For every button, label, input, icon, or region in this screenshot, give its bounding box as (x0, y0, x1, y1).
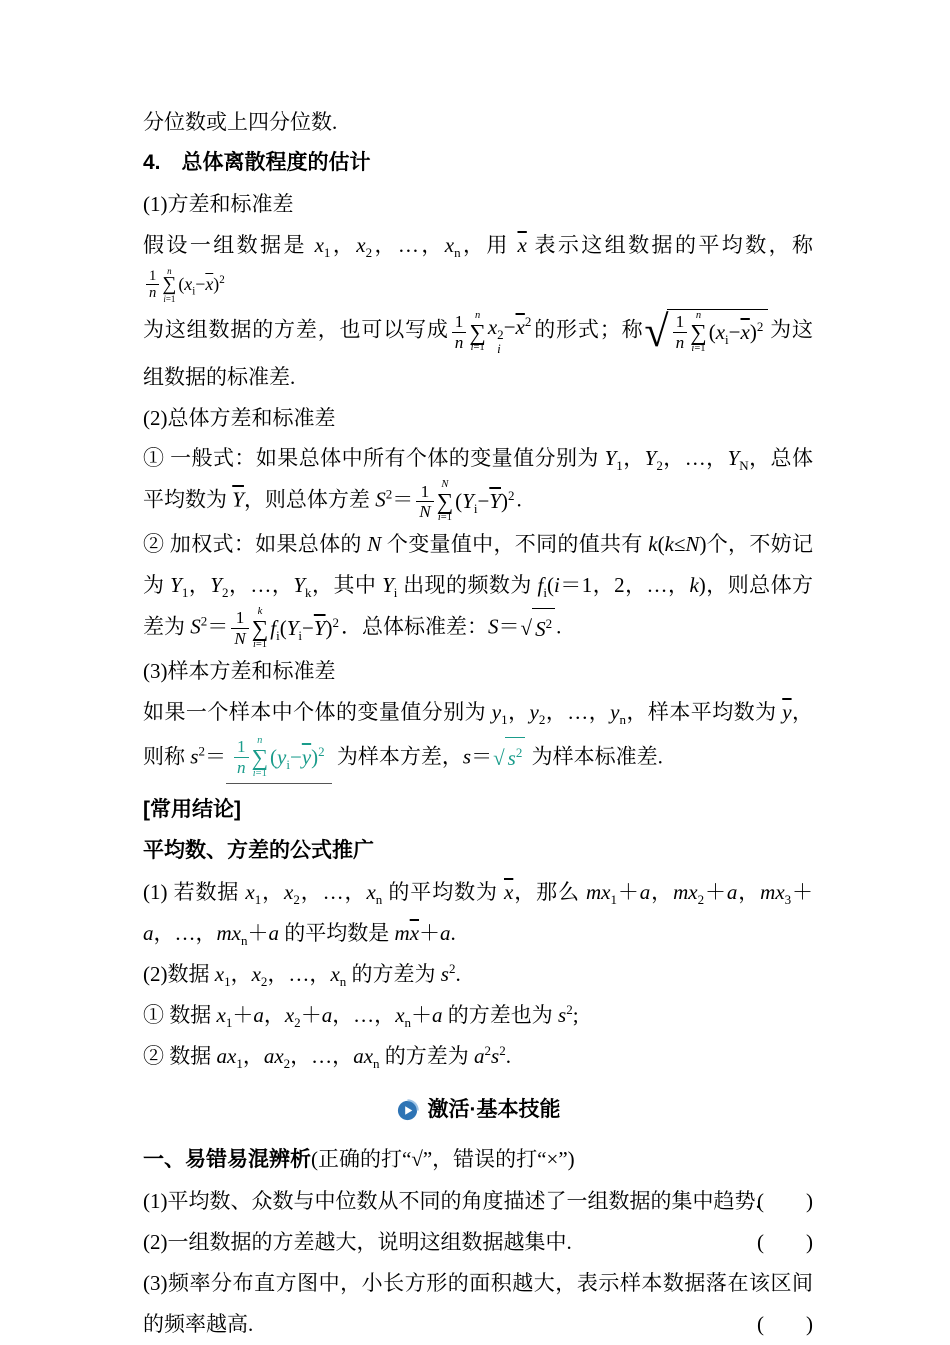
quiz-heading-bold: 一、易错易混辨析 (143, 1148, 311, 1172)
section-header-activate-skills (143, 1090, 813, 1131)
heading-section-4: 4. 总体离散程度的估计 (143, 150, 371, 174)
note-item-1: (1) 若数据 $x_1$，$x_2$，…，$x_n$ 的平均数为 $\overline{x}$，那么 $mx_1+a$，$mx_2+a$，$mx_3+a$，…，$mx_n+a$ 的平均数是 $m\overline{x}+a$. (143, 879, 814, 948)
quiz-heading (143, 1139, 813, 1181)
subheading-population-variance: (2)总体方差和标准差 (143, 405, 336, 430)
section-title: 激活·基本技能 (427, 1098, 561, 1122)
quiz-item-1-text: (1)平均数、众数与中位数从不同的角度描述了一组数据的集中趋势. (143, 1189, 761, 1214)
quiz-item-3 (143, 1263, 813, 1345)
quiz-item-3-text: (3)频率分布直方图中，小长方形的面积越大，表示样本数据落在该区间的频率越高. (143, 1271, 813, 1337)
play-circle-icon (396, 1099, 419, 1122)
note-title-formula-extension: 平均数、方差的公式推广 (143, 838, 374, 862)
quiz-item-2-answer-blank[interactable]: ( ) (757, 1230, 813, 1255)
quiz-item-2-text: (2)一组数据的方差越大，说明这组数据越集中. (143, 1230, 572, 1255)
note-item-2: (2)数据 $x_1$，$x_2$，…，$x_n$ 的方差为 $s^2$. (143, 960, 461, 989)
paragraph-general-form: ① 一般式：如果总体中所有个体的变量值分别为 $Y_1$，$Y_2$，…，$Y_N$，总体平均数为 $\overline{Y}$，则总体方差 $S^2=$ 1 N N ∑ i=1 $(Y_i-\overline{Y})^2$ . (143, 446, 813, 524)
note-item-2b: ② 数据 $ax_1$，$ax_2$，…，$ax_n$ 的方差为 $a^2s^2$. (143, 1042, 511, 1071)
paragraph-variance-alt-form: 为这组数据的方差，也可以写成 1 n n ∑ i=1 x 2 i $-\overline{x}^2$ 的形式；称 √ 1 n n ∑ i=1 $(x_i-\overline{x})^2$ 为这组数据的标准差. (143, 306, 814, 389)
paragraph-sample-variance: 如果一个样本中个体的变量值分别为 $y_1$，$y_2$，…，$y_n$，样本平均数为 $\overline{y}$，则称 $s^2=$ 1 n n ∑ i=1 $(y_i-\overline{y})^2$ 为样本方差，s＝ √ $s^2$ 为样本标准差. (143, 692, 813, 784)
subheading-sample-variance: (3)样本方差和标准差 (143, 659, 336, 684)
quiz-item-3-answer-blank[interactable]: ( ) (757, 1312, 813, 1337)
note-item-2a: ① 数据 $x_1+a$，$x_2+a$，…，$x_n+a$ 的方差也为 $s^2$; (143, 1001, 579, 1030)
quiz-item-1 (143, 1181, 813, 1222)
subheading-variance-stddev: (1)方差和标准差 (143, 191, 294, 216)
quiz-item-1-answer-blank[interactable]: ( ) (757, 1189, 813, 1214)
paragraph-quantile-tail: 分位数或上四分位数. (143, 110, 338, 134)
paragraph-variance-definition: 假设一组数据是 $x_1$，$x_2$，…，$x_n$，用 $\overline{x}$ 表示这组数据的平均数，称 1 n n ∑ i=1 $(x_i-\overline{x})^2$ (143, 232, 814, 304)
quiz-item-2 (143, 1222, 813, 1263)
paragraph-weighted-form: ② 加权式：如果总体的 N 个变量值中，不同的值共有 k(k≤N)个，不妨记为 $Y_1$，$Y_2$，…，$Y_k$，其中 $Y_i$ 出现的频数为 $f_i(i=1$，2，…，k)，则总体方差为 $S^2=$ 1 N k ∑ i=1 $f_i(Y_i-\overline{Y})^2$ ．总体标准差：S＝ √ $S^2$ . (143, 532, 814, 651)
quiz-heading-rest: (正确的打“√”，错误的打“×”) (311, 1147, 575, 1172)
document-page (143, 102, 813, 1345)
common-conclusions-tag: [常用结论] (143, 797, 241, 821)
